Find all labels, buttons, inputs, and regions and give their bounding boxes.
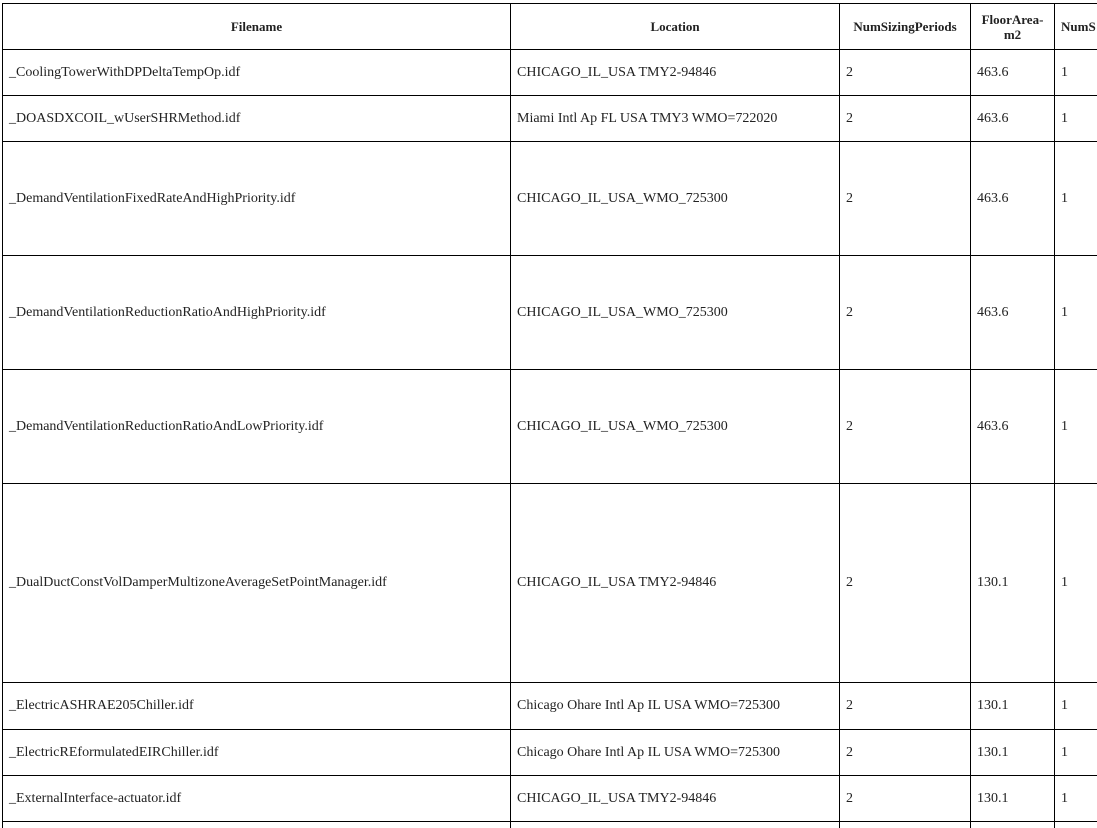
table-row <box>3 96 1097 142</box>
cell-num-more: 1 <box>1055 50 1097 96</box>
cell-floor-area: 463.6 <box>971 142 1055 256</box>
cell-filename <box>3 822 511 828</box>
cell-floor-area: 463.6 <box>971 96 1055 142</box>
cell-num-sizing-periods: 2 <box>840 776 971 822</box>
cell-filename: _DemandVentilationReductionRatioAndHighPriority.idf <box>3 256 511 370</box>
cell-num-sizing-periods: 2 <box>840 370 971 484</box>
cell-floor-area <box>971 822 1055 828</box>
cell-num-sizing-periods: 2 <box>840 730 971 776</box>
cell-location: CHICAGO_IL_USA_WMO_725300 <box>511 142 840 256</box>
cell-floor-area: 130.1 <box>971 484 1055 683</box>
table-row <box>3 730 1097 776</box>
table-row <box>3 776 1097 822</box>
results-table <box>2 3 1097 828</box>
header-row <box>3 4 1097 50</box>
cell-location: Chicago Ohare Intl Ap IL USA WMO=725300 <box>511 683 840 730</box>
cell-filename: _ElectricASHRAE205Chiller.idf <box>3 683 511 730</box>
cell-filename: _DOASDXCOIL_wUserSHRMethod.idf <box>3 96 511 142</box>
cell-location: CHICAGO_IL_USA TMY2-94846 <box>511 50 840 96</box>
cell-floor-area: 463.6 <box>971 370 1055 484</box>
cell-num-sizing-periods: 2 <box>840 142 971 256</box>
cell-num-sizing-periods: 2 <box>840 50 971 96</box>
cell-floor-area: 463.6 <box>971 50 1055 96</box>
cell-num-sizing-periods: 2 <box>840 484 971 683</box>
cell-num-more: 1 <box>1055 96 1097 142</box>
cell-floor-area: 130.1 <box>971 683 1055 730</box>
cell-filename: _ExternalInterface-actuator.idf <box>3 776 511 822</box>
table-row <box>3 256 1097 370</box>
cell-filename: _DualDuctConstVolDamperMultizoneAverageSetPointManager.idf <box>3 484 511 683</box>
cell-num-sizing-periods: 2 <box>840 256 971 370</box>
cell-num-more: 1 <box>1055 142 1097 256</box>
cell-location: CHICAGO_IL_USA TMY2-94846 <box>511 484 840 683</box>
cell-location <box>511 822 840 828</box>
cell-floor-area: 130.1 <box>971 776 1055 822</box>
header-filename: Filename <box>3 4 511 50</box>
cell-floor-area: 130.1 <box>971 730 1055 776</box>
cell-location: Miami Intl Ap FL USA TMY3 WMO=722020 <box>511 96 840 142</box>
cell-num-more: 1 <box>1055 370 1097 484</box>
table-row <box>3 142 1097 256</box>
table-row <box>3 822 1097 828</box>
table-row <box>3 484 1097 683</box>
cell-num-more: 1 <box>1055 683 1097 730</box>
header-floor-area: FloorArea-m2 <box>971 4 1055 50</box>
cell-location: CHICAGO_IL_USA_WMO_725300 <box>511 370 840 484</box>
table-row <box>3 370 1097 484</box>
cell-num-sizing-periods <box>840 822 971 828</box>
cell-floor-area: 463.6 <box>971 256 1055 370</box>
header-num-more: NumS <box>1055 4 1097 50</box>
cell-num-sizing-periods: 2 <box>840 96 971 142</box>
cell-num-more <box>1055 822 1097 828</box>
header-location: Location <box>511 4 840 50</box>
header-num-sizing-periods: NumSizingPeriods <box>840 4 971 50</box>
cell-num-more: 1 <box>1055 776 1097 822</box>
cell-filename: _DemandVentilationReductionRatioAndLowPriority.idf <box>3 370 511 484</box>
table-row <box>3 683 1097 730</box>
cell-location: CHICAGO_IL_USA TMY2-94846 <box>511 776 840 822</box>
cell-num-more: 1 <box>1055 730 1097 776</box>
cell-location: CHICAGO_IL_USA_WMO_725300 <box>511 256 840 370</box>
cell-filename: _DemandVentilationFixedRateAndHighPriority.idf <box>3 142 511 256</box>
cell-filename: _ElectricREformulatedEIRChiller.idf <box>3 730 511 776</box>
table-row <box>3 50 1097 96</box>
cell-location: Chicago Ohare Intl Ap IL USA WMO=725300 <box>511 730 840 776</box>
cell-num-more: 1 <box>1055 484 1097 683</box>
cell-num-more: 1 <box>1055 256 1097 370</box>
cell-num-sizing-periods: 2 <box>840 683 971 730</box>
cell-filename: _CoolingTowerWithDPDeltaTempOp.idf <box>3 50 511 96</box>
